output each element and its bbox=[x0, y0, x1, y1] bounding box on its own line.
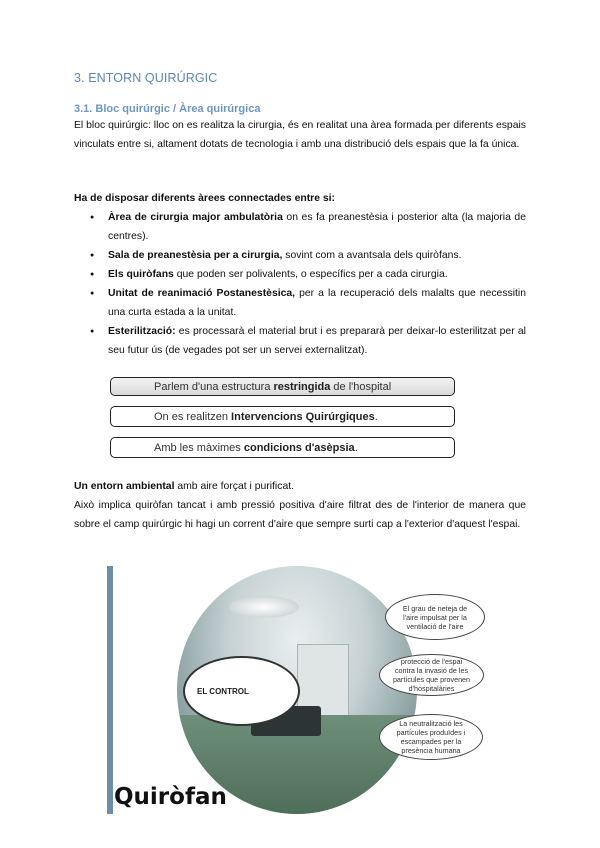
subsection-heading: 3.1. Bloc quirúrgic / Àrea quirúrgica bbox=[74, 103, 261, 115]
list-item: ● Esterilització: es processarà el material brut i es prepararà per deixar-lo esterilitzat per al seu futur ús (de vegades pot ser un servei externalitzat). bbox=[74, 322, 526, 360]
space-protection-bubble: protecció de l'espai contra la invasió de les partícules que provenen d'hospitalàries bbox=[379, 654, 484, 696]
summary-box-asepsis: Amb les màximes condicions d'asèpsia. bbox=[110, 437, 455, 458]
surgical-lamp-icon bbox=[229, 596, 299, 618]
environment-paragraph: Un entorn ambiental amb aire forçat i purificat. Això implica quiròfan tancat i amb pressió positiva d'aire filtrat des de l'interior de manera que sobre el camp quirúrgic hi hagi un corrent d'aire que sempre surti cap a l'exterior d'aquest l'espai. bbox=[74, 481, 526, 530]
summary-box-restricted: Parlem d'una estructura restringida de l'hospital bbox=[110, 377, 455, 396]
list-item: ● Àrea de cirurgia major ambulatòria on es fa preanestèsia i posterior alta (la majoria de centres). bbox=[74, 208, 526, 246]
control-label-bubble: EL CONTROL bbox=[183, 656, 300, 726]
areas-lead: Ha de disposar diferents àrees connectades entre si: bbox=[74, 193, 336, 204]
section-heading: 3. ENTORN QUIRÚRGIC bbox=[74, 71, 218, 85]
operating-room-figure bbox=[107, 566, 517, 814]
list-item: ● Els quiròfans que poden ser polivalents, o específics per a cada cirurgia. bbox=[74, 265, 526, 284]
summary-box-interventions: On es realitzen Intervencions Quirúrgiques. bbox=[110, 406, 455, 427]
air-cleanliness-bubble: El grau de neteja de l'aire impulsat per la ventilació de l'aire bbox=[385, 594, 485, 640]
intro-paragraph: El bloc quirúrgic: lloc on es realitza la cirurgia, és en realitat una àrea formada per diferents espais vinculats entre si, altament dotats de tecnologia i amb una distribució dels espais que la fa única. bbox=[74, 120, 526, 150]
areas-list bbox=[74, 208, 526, 360]
list-item: ● Unitat de reanimació Postanestèsica, per a la recuperació dels malalts que necessitin una curta estada a la unitat. bbox=[74, 284, 526, 322]
figure-side-bar bbox=[107, 566, 113, 814]
list-item: ● Sala de preanestèsia per a cirurgia, sovint com a avantsala dels quiròfans. bbox=[74, 246, 526, 265]
particle-neutralization-bubble: La neutralització les partícules produïdes i escampades per la presència humana bbox=[379, 714, 483, 760]
figure-caption: Quiròfan bbox=[114, 784, 227, 810]
